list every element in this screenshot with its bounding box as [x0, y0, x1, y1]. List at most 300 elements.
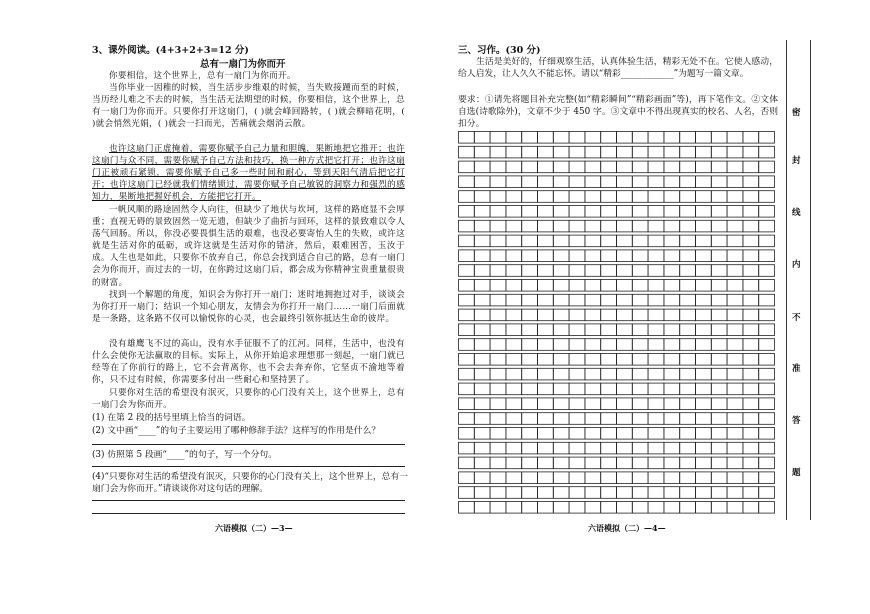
grid-cell[interactable]	[648, 250, 664, 262]
grid-cell[interactable]	[743, 487, 759, 499]
grid-cell[interactable]	[553, 176, 569, 188]
grid-cell[interactable]	[696, 398, 712, 410]
grid-cell[interactable]	[680, 235, 696, 247]
grid-cell[interactable]	[759, 294, 775, 306]
grid-cell[interactable]	[474, 176, 490, 188]
grid-cell[interactable]	[459, 191, 475, 203]
grid-cell[interactable]	[490, 176, 506, 188]
grid-cell[interactable]	[711, 354, 727, 366]
grid-cell[interactable]	[632, 324, 648, 336]
grid-cell[interactable]	[459, 413, 475, 425]
grid-cell[interactable]	[711, 324, 727, 336]
grid-cell[interactable]	[664, 442, 680, 454]
grid-cell[interactable]	[538, 146, 554, 158]
grid-cell[interactable]	[569, 220, 585, 232]
grid-cell[interactable]	[711, 309, 727, 321]
grid-cell[interactable]	[553, 132, 569, 144]
grid-cell[interactable]	[474, 220, 490, 232]
grid-cell[interactable]	[474, 368, 490, 380]
grid-cell[interactable]	[759, 191, 775, 203]
grid-cell[interactable]	[569, 472, 585, 484]
grid-cell[interactable]	[538, 280, 554, 292]
grid-cell[interactable]	[585, 413, 601, 425]
grid-cell[interactable]	[490, 487, 506, 499]
grid-cell[interactable]	[459, 220, 475, 232]
grid-cell[interactable]	[632, 191, 648, 203]
grid-cell[interactable]	[680, 265, 696, 277]
grid-cell[interactable]	[648, 354, 664, 366]
grid-cell[interactable]	[727, 368, 743, 380]
grid-cell[interactable]	[538, 368, 554, 380]
grid-cell[interactable]	[522, 354, 538, 366]
grid-cell[interactable]	[474, 413, 490, 425]
grid-cell[interactable]	[711, 161, 727, 173]
grid-cell[interactable]	[632, 339, 648, 351]
grid-cell[interactable]	[553, 368, 569, 380]
grid-cell[interactable]	[506, 398, 522, 410]
grid-cell[interactable]	[601, 191, 617, 203]
grid-cell[interactable]	[759, 206, 775, 218]
grid-cell[interactable]	[648, 457, 664, 469]
grid-cell[interactable]	[711, 383, 727, 395]
grid-cell[interactable]	[490, 457, 506, 469]
grid-cell[interactable]	[569, 442, 585, 454]
grid-cell[interactable]	[648, 428, 664, 440]
grid-cell[interactable]	[759, 235, 775, 247]
grid-cell[interactable]	[727, 191, 743, 203]
grid-cell[interactable]	[459, 442, 475, 454]
grid-cell[interactable]	[617, 309, 633, 321]
grid-cell[interactable]	[711, 265, 727, 277]
grid-cell[interactable]	[664, 354, 680, 366]
grid-cell[interactable]	[680, 146, 696, 158]
grid-cell[interactable]	[727, 161, 743, 173]
grid-cell[interactable]	[490, 250, 506, 262]
grid-cell[interactable]	[585, 472, 601, 484]
grid-cell[interactable]	[743, 220, 759, 232]
grid-cell[interactable]	[711, 502, 727, 514]
grid-cell[interactable]	[553, 235, 569, 247]
grid-cell[interactable]	[569, 206, 585, 218]
grid-cell[interactable]	[727, 428, 743, 440]
grid-cell[interactable]	[506, 487, 522, 499]
grid-cell[interactable]	[632, 309, 648, 321]
grid-cell[interactable]	[727, 472, 743, 484]
grid-cell[interactable]	[601, 354, 617, 366]
grid-cell[interactable]	[522, 132, 538, 144]
grid-cell[interactable]	[632, 354, 648, 366]
grid-cell[interactable]	[553, 502, 569, 514]
grid-cell[interactable]	[617, 191, 633, 203]
grid-cell[interactable]	[553, 324, 569, 336]
grid-cell[interactable]	[601, 176, 617, 188]
grid-cell[interactable]	[490, 413, 506, 425]
grid-cell[interactable]	[632, 250, 648, 262]
grid-cell[interactable]	[743, 294, 759, 306]
grid-cell[interactable]	[727, 176, 743, 188]
grid-cell[interactable]	[459, 457, 475, 469]
grid-cell[interactable]	[569, 280, 585, 292]
grid-cell[interactable]	[696, 502, 712, 514]
grid-cell[interactable]	[585, 235, 601, 247]
grid-cell[interactable]	[727, 206, 743, 218]
grid-cell[interactable]	[759, 309, 775, 321]
grid-cell[interactable]	[617, 220, 633, 232]
grid-cell[interactable]	[569, 309, 585, 321]
grid-cell[interactable]	[569, 161, 585, 173]
grid-cell[interactable]	[459, 324, 475, 336]
grid-cell[interactable]	[474, 487, 490, 499]
grid-cell[interactable]	[680, 191, 696, 203]
grid-cell[interactable]	[585, 354, 601, 366]
grid-cell[interactable]	[759, 457, 775, 469]
grid-cell[interactable]	[648, 324, 664, 336]
grid-cell[interactable]	[522, 265, 538, 277]
grid-cell[interactable]	[664, 383, 680, 395]
grid-cell[interactable]	[743, 324, 759, 336]
grid-cell[interactable]	[727, 383, 743, 395]
grid-cell[interactable]	[711, 368, 727, 380]
grid-cell[interactable]	[553, 487, 569, 499]
grid-cell[interactable]	[711, 191, 727, 203]
grid-cell[interactable]	[680, 457, 696, 469]
grid-cell[interactable]	[617, 280, 633, 292]
grid-cell[interactable]	[569, 487, 585, 499]
grid-cell[interactable]	[474, 235, 490, 247]
grid-cell[interactable]	[585, 487, 601, 499]
grid-cell[interactable]	[538, 132, 554, 144]
grid-cell[interactable]	[727, 294, 743, 306]
grid-cell[interactable]	[553, 280, 569, 292]
grid-cell[interactable]	[743, 398, 759, 410]
grid-cell[interactable]	[759, 383, 775, 395]
grid-cell[interactable]	[680, 339, 696, 351]
grid-cell[interactable]	[569, 265, 585, 277]
grid-cell[interactable]	[711, 487, 727, 499]
grid-cell[interactable]	[459, 146, 475, 158]
grid-cell[interactable]	[459, 472, 475, 484]
grid-cell[interactable]	[490, 206, 506, 218]
grid-cell[interactable]	[696, 250, 712, 262]
grid-cell[interactable]	[743, 339, 759, 351]
grid-cell[interactable]	[490, 442, 506, 454]
grid-cell[interactable]	[632, 235, 648, 247]
grid-cell[interactable]	[743, 176, 759, 188]
grid-cell[interactable]	[664, 176, 680, 188]
grid-cell[interactable]	[585, 280, 601, 292]
grid-cell[interactable]	[538, 309, 554, 321]
grid-cell[interactable]	[696, 294, 712, 306]
grid-cell[interactable]	[506, 191, 522, 203]
grid-cell[interactable]	[553, 294, 569, 306]
grid-cell[interactable]	[569, 413, 585, 425]
grid-cell[interactable]	[648, 206, 664, 218]
grid-cell[interactable]	[680, 176, 696, 188]
grid-cell[interactable]	[585, 383, 601, 395]
grid-cell[interactable]	[490, 235, 506, 247]
grid-cell[interactable]	[601, 413, 617, 425]
grid-cell[interactable]	[617, 398, 633, 410]
grid-cell[interactable]	[538, 413, 554, 425]
grid-cell[interactable]	[648, 472, 664, 484]
grid-cell[interactable]	[474, 502, 490, 514]
grid-cell[interactable]	[696, 206, 712, 218]
grid-cell[interactable]	[617, 132, 633, 144]
grid-cell[interactable]	[538, 339, 554, 351]
grid-cell[interactable]	[506, 309, 522, 321]
grid-cell[interactable]	[474, 161, 490, 173]
grid-cell[interactable]	[648, 502, 664, 514]
grid-cell[interactable]	[617, 265, 633, 277]
grid-cell[interactable]	[617, 442, 633, 454]
grid-cell[interactable]	[696, 220, 712, 232]
grid-cell[interactable]	[601, 487, 617, 499]
grid-cell[interactable]	[538, 220, 554, 232]
grid-cell[interactable]	[664, 413, 680, 425]
grid-cell[interactable]	[680, 132, 696, 144]
grid-cell[interactable]	[680, 294, 696, 306]
grid-cell[interactable]	[459, 383, 475, 395]
grid-cell[interactable]	[553, 250, 569, 262]
grid-cell[interactable]	[553, 161, 569, 173]
grid-cell[interactable]	[474, 383, 490, 395]
grid-cell[interactable]	[617, 413, 633, 425]
grid-cell[interactable]	[522, 368, 538, 380]
grid-cell[interactable]	[632, 398, 648, 410]
grid-cell[interactable]	[538, 294, 554, 306]
grid-cell[interactable]	[727, 442, 743, 454]
grid-cell[interactable]	[696, 383, 712, 395]
grid-cell[interactable]	[538, 383, 554, 395]
grid-cell[interactable]	[743, 146, 759, 158]
grid-cell[interactable]	[474, 398, 490, 410]
grid-cell[interactable]	[474, 324, 490, 336]
grid-cell[interactable]	[711, 176, 727, 188]
grid-cell[interactable]	[490, 191, 506, 203]
grid-cell[interactable]	[759, 132, 775, 144]
grid-cell[interactable]	[585, 324, 601, 336]
grid-cell[interactable]	[601, 161, 617, 173]
grid-cell[interactable]	[696, 191, 712, 203]
grid-cell[interactable]	[553, 146, 569, 158]
grid-cell[interactable]	[506, 339, 522, 351]
grid-cell[interactable]	[569, 354, 585, 366]
grid-cell[interactable]	[664, 235, 680, 247]
grid-cell[interactable]	[680, 442, 696, 454]
grid-cell[interactable]	[538, 502, 554, 514]
grid-cell[interactable]	[759, 146, 775, 158]
grid-cell[interactable]	[727, 502, 743, 514]
grid-cell[interactable]	[459, 250, 475, 262]
grid-cell[interactable]	[696, 413, 712, 425]
grid-cell[interactable]	[696, 309, 712, 321]
grid-cell[interactable]	[585, 250, 601, 262]
grid-cell[interactable]	[632, 457, 648, 469]
grid-cell[interactable]	[553, 442, 569, 454]
grid-cell[interactable]	[759, 487, 775, 499]
grid-cell[interactable]	[664, 368, 680, 380]
grid-cell[interactable]	[490, 428, 506, 440]
grid-cell[interactable]	[569, 398, 585, 410]
grid-cell[interactable]	[664, 487, 680, 499]
grid-cell[interactable]	[553, 191, 569, 203]
grid-cell[interactable]	[490, 146, 506, 158]
grid-cell[interactable]	[538, 472, 554, 484]
grid-cell[interactable]	[601, 502, 617, 514]
grid-cell[interactable]	[538, 457, 554, 469]
grid-cell[interactable]	[632, 176, 648, 188]
grid-cell[interactable]	[680, 206, 696, 218]
grid-cell[interactable]	[459, 487, 475, 499]
grid-cell[interactable]	[727, 354, 743, 366]
grid-cell[interactable]	[648, 487, 664, 499]
grid-cell[interactable]	[743, 502, 759, 514]
grid-cell[interactable]	[696, 368, 712, 380]
grid-cell[interactable]	[680, 280, 696, 292]
grid-cell[interactable]	[664, 339, 680, 351]
grid-cell[interactable]	[538, 398, 554, 410]
grid-cell[interactable]	[459, 265, 475, 277]
grid-cell[interactable]	[664, 191, 680, 203]
grid-cell[interactable]	[601, 132, 617, 144]
grid-cell[interactable]	[522, 250, 538, 262]
grid-cell[interactable]	[727, 398, 743, 410]
grid-cell[interactable]	[506, 161, 522, 173]
grid-cell[interactable]	[538, 161, 554, 173]
grid-cell[interactable]	[727, 309, 743, 321]
grid-cell[interactable]	[711, 472, 727, 484]
grid-cell[interactable]	[632, 161, 648, 173]
grid-cell[interactable]	[553, 472, 569, 484]
grid-cell[interactable]	[553, 428, 569, 440]
grid-cell[interactable]	[538, 354, 554, 366]
grid-cell[interactable]	[569, 428, 585, 440]
grid-cell[interactable]	[743, 191, 759, 203]
grid-cell[interactable]	[617, 428, 633, 440]
grid-cell[interactable]	[522, 487, 538, 499]
grid-cell[interactable]	[490, 398, 506, 410]
grid-cell[interactable]	[696, 132, 712, 144]
grid-cell[interactable]	[490, 472, 506, 484]
grid-cell[interactable]	[680, 309, 696, 321]
grid-cell[interactable]	[506, 132, 522, 144]
grid-cell[interactable]	[743, 250, 759, 262]
grid-cell[interactable]	[569, 191, 585, 203]
grid-cell[interactable]	[759, 161, 775, 173]
grid-cell[interactable]	[759, 220, 775, 232]
grid-cell[interactable]	[759, 442, 775, 454]
grid-cell[interactable]	[506, 502, 522, 514]
grid-cell[interactable]	[490, 324, 506, 336]
grid-cell[interactable]	[617, 294, 633, 306]
grid-cell[interactable]	[553, 457, 569, 469]
grid-cell[interactable]	[759, 176, 775, 188]
grid-cell[interactable]	[553, 398, 569, 410]
grid-cell[interactable]	[506, 294, 522, 306]
grid-cell[interactable]	[727, 235, 743, 247]
grid-cell[interactable]	[648, 294, 664, 306]
grid-cell[interactable]	[759, 324, 775, 336]
grid-cell[interactable]	[632, 132, 648, 144]
grid-cell[interactable]	[538, 428, 554, 440]
grid-cell[interactable]	[601, 324, 617, 336]
grid-cell[interactable]	[522, 502, 538, 514]
grid-cell[interactable]	[585, 442, 601, 454]
grid-cell[interactable]	[490, 368, 506, 380]
grid-cell[interactable]	[538, 442, 554, 454]
grid-cell[interactable]	[696, 235, 712, 247]
grid-cell[interactable]	[506, 235, 522, 247]
grid-cell[interactable]	[664, 206, 680, 218]
grid-cell[interactable]	[490, 161, 506, 173]
grid-cell[interactable]	[601, 309, 617, 321]
grid-cell[interactable]	[506, 383, 522, 395]
grid-cell[interactable]	[648, 398, 664, 410]
grid-cell[interactable]	[648, 220, 664, 232]
grid-cell[interactable]	[664, 472, 680, 484]
grid-cell[interactable]	[759, 502, 775, 514]
grid-cell[interactable]	[506, 280, 522, 292]
grid-cell[interactable]	[696, 280, 712, 292]
grid-cell[interactable]	[680, 161, 696, 173]
grid-cell[interactable]	[601, 206, 617, 218]
grid-cell[interactable]	[617, 324, 633, 336]
grid-cell[interactable]	[506, 250, 522, 262]
grid-cell[interactable]	[506, 265, 522, 277]
grid-cell[interactable]	[474, 309, 490, 321]
grid-cell[interactable]	[474, 428, 490, 440]
grid-cell[interactable]	[617, 339, 633, 351]
grid-cell[interactable]	[506, 176, 522, 188]
grid-cell[interactable]	[553, 206, 569, 218]
grid-cell[interactable]	[680, 502, 696, 514]
grid-cell[interactable]	[632, 502, 648, 514]
grid-cell[interactable]	[727, 339, 743, 351]
grid-cell[interactable]	[711, 132, 727, 144]
grid-cell[interactable]	[490, 294, 506, 306]
grid-cell[interactable]	[711, 206, 727, 218]
grid-cell[interactable]	[459, 428, 475, 440]
essay-writing-grid[interactable]	[458, 131, 780, 521]
grid-cell[interactable]	[617, 502, 633, 514]
grid-cell[interactable]	[632, 383, 648, 395]
grid-cell[interactable]	[538, 324, 554, 336]
grid-cell[interactable]	[632, 280, 648, 292]
grid-cell[interactable]	[632, 487, 648, 499]
grid-cell[interactable]	[727, 457, 743, 469]
grid-cell[interactable]	[459, 206, 475, 218]
grid-cell[interactable]	[538, 235, 554, 247]
grid-cell[interactable]	[553, 309, 569, 321]
grid-cell[interactable]	[569, 368, 585, 380]
grid-cell[interactable]	[648, 146, 664, 158]
grid-cell[interactable]	[759, 398, 775, 410]
grid-cell[interactable]	[585, 294, 601, 306]
grid-cell[interactable]	[743, 428, 759, 440]
grid-cell[interactable]	[727, 413, 743, 425]
grid-cell[interactable]	[759, 413, 775, 425]
grid-cell[interactable]	[648, 161, 664, 173]
grid-cell[interactable]	[696, 146, 712, 158]
grid-cell[interactable]	[759, 428, 775, 440]
grid-cell[interactable]	[506, 206, 522, 218]
grid-cell[interactable]	[648, 413, 664, 425]
grid-cell[interactable]	[601, 398, 617, 410]
grid-cell[interactable]	[506, 354, 522, 366]
grid-cell[interactable]	[459, 235, 475, 247]
grid-cell[interactable]	[490, 132, 506, 144]
grid-cell[interactable]	[727, 250, 743, 262]
